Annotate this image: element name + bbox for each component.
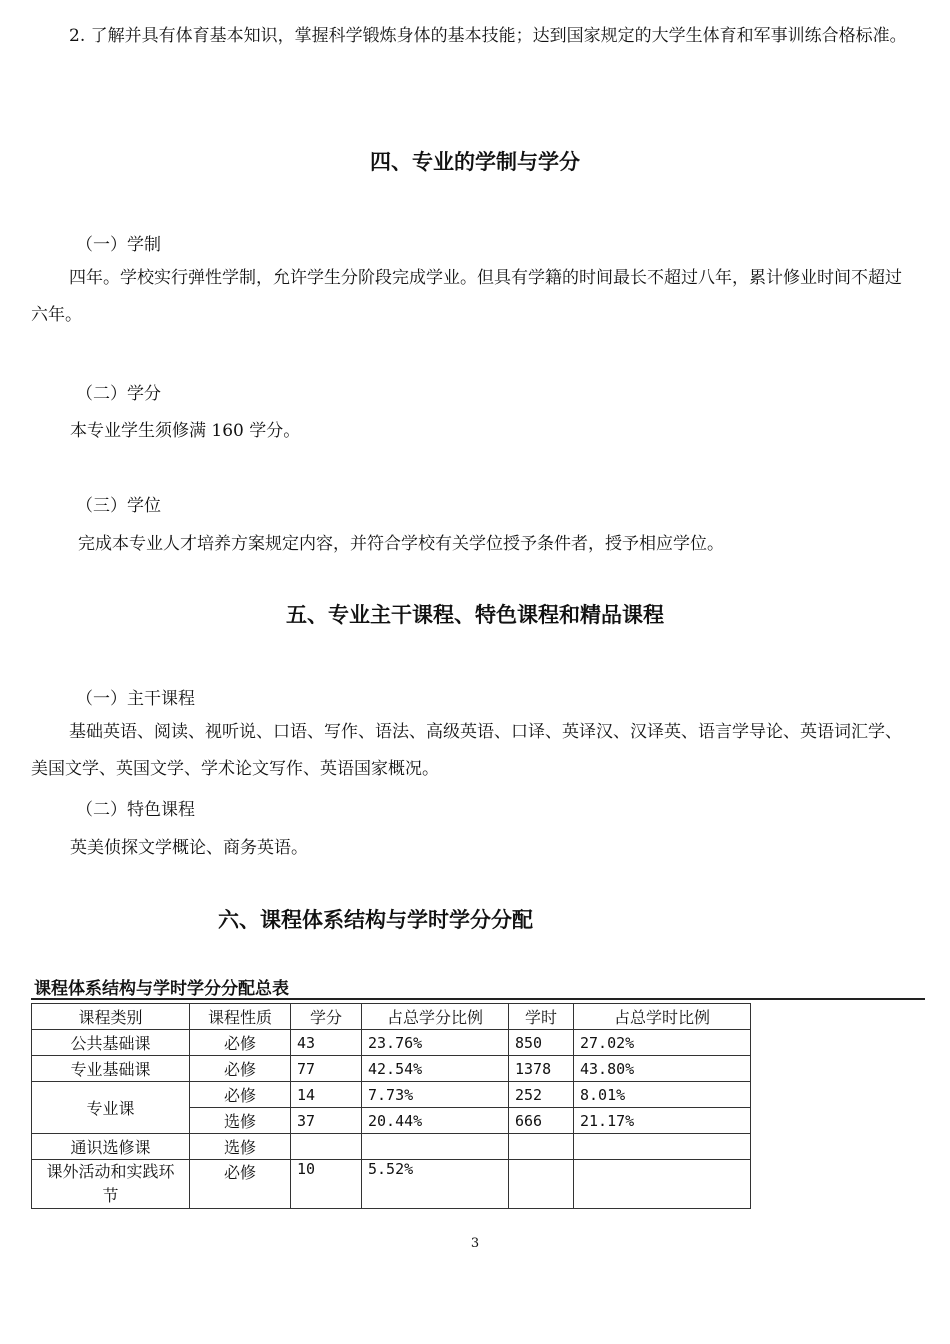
- cell-credit-pct: 5.52%: [362, 1160, 509, 1209]
- cell-credit-pct: 20.44%: [362, 1108, 509, 1134]
- cell-hour-pct: 8.01%: [574, 1082, 751, 1108]
- cell-hours: [509, 1134, 574, 1160]
- section-5-heading: 五、专业主干课程、特色课程和精品课程: [286, 603, 664, 627]
- section-4-heading: 四、专业的学制与学分: [370, 150, 580, 174]
- cell-credits: 10: [291, 1160, 362, 1209]
- header-credits: 学分: [291, 1004, 362, 1030]
- header-hours: 学时: [509, 1004, 574, 1030]
- cell-credit-pct: [362, 1134, 509, 1160]
- section-5-sub2-title: （二）特色课程: [76, 800, 195, 820]
- cell-category: 专业基础课: [32, 1056, 190, 1082]
- cell-credit-pct: 42.54%: [362, 1056, 509, 1082]
- cell-hour-pct: [574, 1160, 751, 1209]
- cell-nature: 必修: [190, 1056, 291, 1082]
- cell-credit-pct: 23.76%: [362, 1030, 509, 1056]
- cell-hours: 850: [509, 1030, 574, 1056]
- section-5-sub1-text: 基础英语、阅读、视听说、口语、写作、语法、高级英语、口译、英译汉、汉译英、语言学导论、英语词汇学、美国文学、英国文学、学术论文写作、英语国家概况。: [31, 722, 902, 779]
- table-title-rule: [31, 998, 925, 1000]
- cell-category: 公共基础课: [32, 1030, 190, 1056]
- section-5-sub2-text: 英美侦探文学概论、商务英语。: [70, 838, 308, 858]
- table-row: [32, 1082, 751, 1108]
- section-5-sub1-title: （一）主干课程: [76, 689, 195, 709]
- table-row: [32, 1056, 751, 1082]
- page-number: 3: [470, 1236, 480, 1251]
- section-4-sub2-text: 本专业学生须修满 160 学分。: [70, 421, 301, 441]
- section-4-sub1-title: （一）学制: [76, 235, 161, 255]
- cell-category: 课外活动和实践环节: [32, 1160, 190, 1209]
- section-6-heading: 六、课程体系结构与学时学分分配: [218, 908, 533, 932]
- cell-nature: 必修: [190, 1030, 291, 1056]
- header-category: 课程类别: [32, 1004, 190, 1030]
- cell-nature: 选修: [190, 1134, 291, 1160]
- cell-hour-pct: 27.02%: [574, 1030, 751, 1056]
- table-header-row: [32, 1004, 751, 1030]
- section-4-sub2-title: （二）学分: [76, 384, 161, 404]
- cell-hours: 1378: [509, 1056, 574, 1082]
- cell-credits: 77: [291, 1056, 362, 1082]
- header-nature: 课程性质: [190, 1004, 291, 1030]
- cell-nature: 必修: [190, 1082, 291, 1108]
- cell-category: 通识选修课: [32, 1134, 190, 1160]
- cell-credits: 14: [291, 1082, 362, 1108]
- cell-hour-pct: 43.80%: [574, 1056, 751, 1082]
- table-row: [32, 1160, 751, 1209]
- credit-allocation-table: [31, 1003, 751, 1209]
- cell-category: 专业课: [32, 1082, 190, 1134]
- table-row: [32, 1134, 751, 1160]
- cell-hours: [509, 1160, 574, 1209]
- table-row: [32, 1030, 751, 1056]
- cell-hour-pct: [574, 1134, 751, 1160]
- header-credit-pct: 占总学分比例: [362, 1004, 509, 1030]
- header-hour-pct: 占总学时比例: [574, 1004, 751, 1030]
- cell-credits: 37: [291, 1108, 362, 1134]
- section-4-sub3-title: （三）学位: [76, 496, 161, 516]
- section-4-sub1-text: 四年。学校实行弹性学制，允许学生分阶段完成学业。但具有学籍的时间最长不超过八年，累计修业时间不超过六年。: [31, 268, 902, 325]
- cell-nature: 选修: [190, 1108, 291, 1134]
- cell-hour-pct: 21.17%: [574, 1108, 751, 1134]
- cell-hours: 666: [509, 1108, 574, 1134]
- cell-credit-pct: 7.73%: [362, 1082, 509, 1108]
- cell-credits: [291, 1134, 362, 1160]
- cell-nature: 必修: [190, 1160, 291, 1209]
- intro-paragraph: 2. 了解并具有体育基本知识，掌握科学锻炼身体的基本技能；达到国家规定的大学生体育和军事训练合格标准。: [69, 26, 907, 46]
- table-title: 课程体系结构与学时学分分配总表: [34, 979, 289, 999]
- cell-hours: 252: [509, 1082, 574, 1108]
- section-4-sub3-text: 完成本专业人才培养方案规定内容，并符合学校有关学位授予条件者，授予相应学位。: [78, 534, 724, 554]
- cell-credits: 43: [291, 1030, 362, 1056]
